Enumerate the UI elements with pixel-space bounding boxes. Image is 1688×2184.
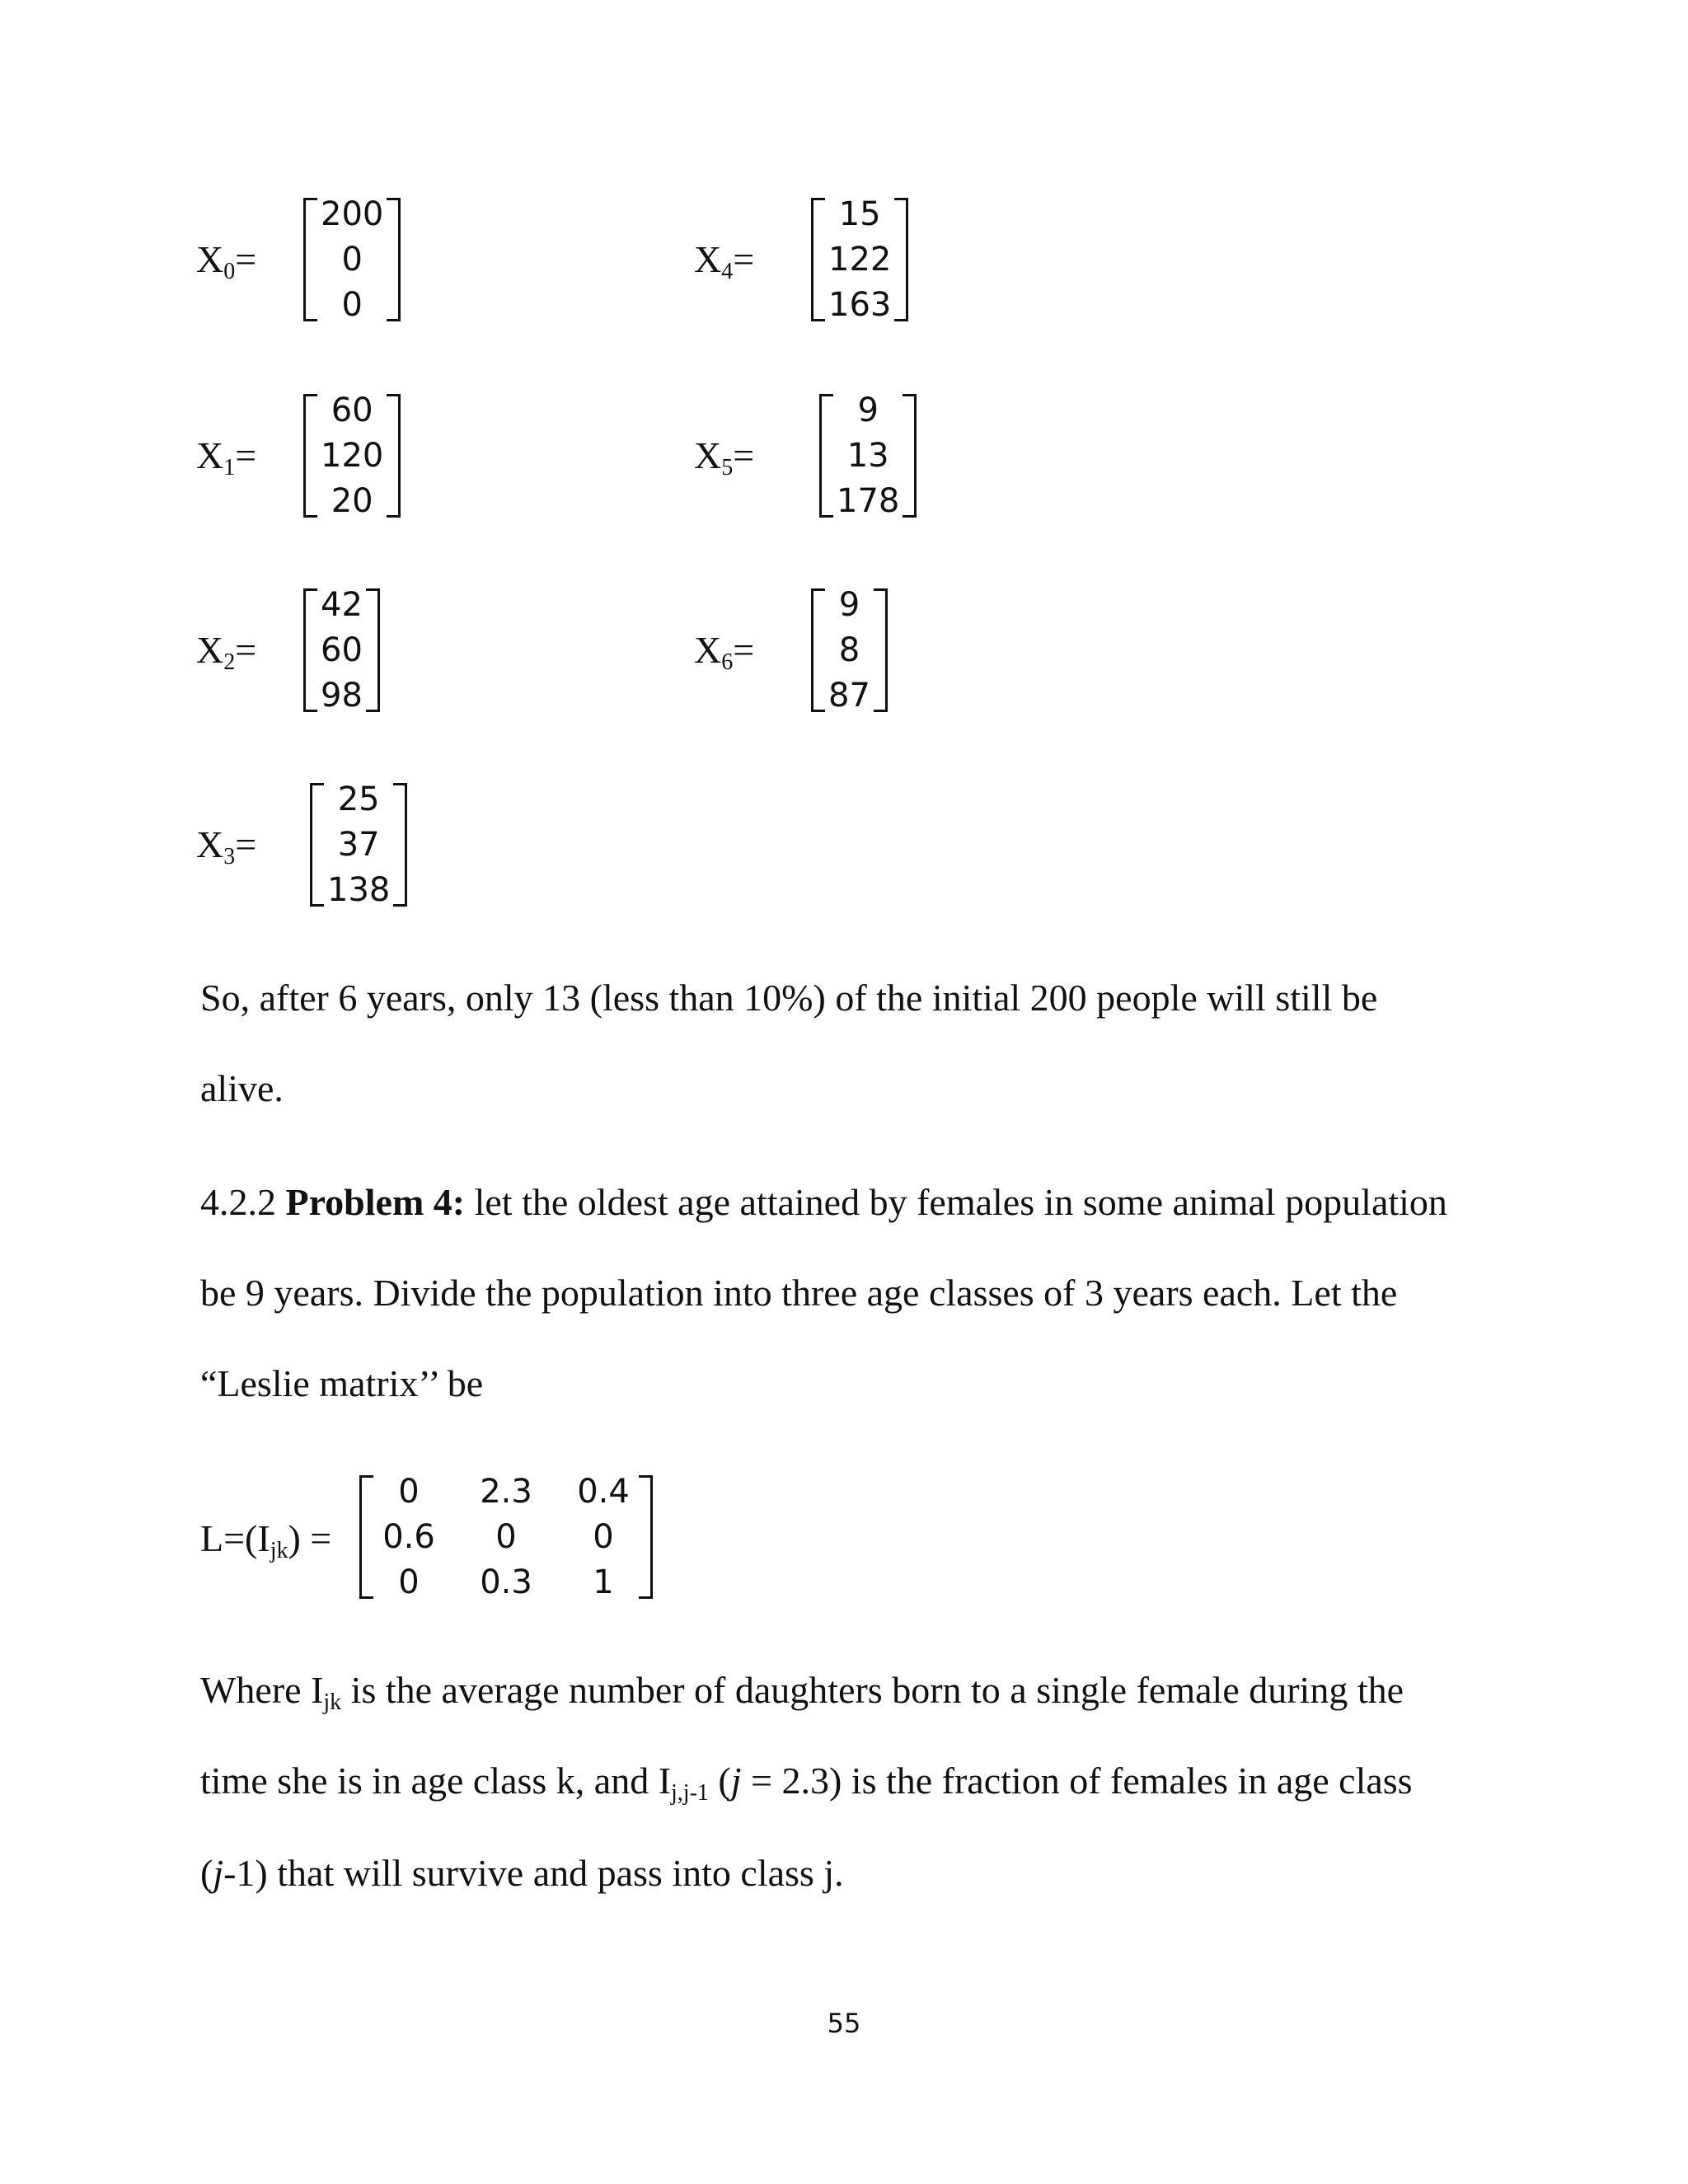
matrix-cell: 0 bbox=[593, 1517, 614, 1556]
vector-label-x5: $X_5=$ bbox=[694, 434, 755, 480]
vector-x3-value: 25 bbox=[337, 780, 380, 818]
vector-x0-value: 200 bbox=[321, 194, 384, 233]
vector-x4 bbox=[811, 194, 908, 324]
matrix-cell: 0 bbox=[495, 1517, 517, 1556]
vector-label-x6: $X_6=$ bbox=[694, 629, 755, 675]
leslie-matrix bbox=[359, 1472, 653, 1601]
leslie-label: $L=(I_{jk})$ = bbox=[200, 1517, 332, 1563]
vector-x6-value: 9 bbox=[838, 585, 860, 624]
matrix-cell: 0 bbox=[398, 1472, 420, 1511]
vector-label-x3: $X_3=$ bbox=[196, 823, 257, 869]
matrix-cell: 0.3 bbox=[480, 1563, 532, 1601]
vector-x4-value: 15 bbox=[838, 194, 881, 233]
matrix-cell: 0.4 bbox=[577, 1472, 630, 1511]
explanation-line: (j-1) that will survive and pass into class j. bbox=[200, 1852, 844, 1894]
explanation-line: time she is in age class k, and $I_{j,j-1}$ (j = 2.3) is the fraction of females in age class bbox=[200, 1760, 1413, 1806]
vector-x2 bbox=[303, 585, 380, 715]
vector-label-x4: $X_4=$ bbox=[694, 238, 755, 284]
vector-x5 bbox=[819, 391, 917, 520]
problem-title: Problem 4: bbox=[285, 1181, 466, 1223]
vector-x1 bbox=[303, 391, 401, 520]
vector-x1-value: 20 bbox=[331, 481, 373, 520]
explanation-line: Where $I_{jk}$ is the average number of daughters born to a single female during the bbox=[200, 1669, 1404, 1715]
page-number: 55 bbox=[827, 2008, 861, 2039]
vector-x6-value: 8 bbox=[838, 630, 860, 669]
problem-heading-line bbox=[200, 1183, 1447, 1221]
matrix-cell: 0 bbox=[398, 1563, 420, 1601]
vector-label-x1: $X_1=$ bbox=[196, 434, 257, 480]
vector-x2-value: 60 bbox=[321, 630, 363, 669]
vector-x1-value: 120 bbox=[321, 436, 384, 475]
vector-x3 bbox=[310, 780, 407, 909]
problem-text-line: be 9 years. Divide the population into three age classes of 3 years each. Let the bbox=[200, 1272, 1398, 1314]
vector-x5-value: 13 bbox=[846, 436, 889, 475]
vector-label-x0: $X_0=$ bbox=[196, 238, 257, 284]
vector-x5-value: 178 bbox=[837, 481, 900, 520]
vector-x1-value: 60 bbox=[331, 391, 373, 429]
vector-x0-value: 0 bbox=[341, 285, 363, 324]
vector-x2-value: 42 bbox=[321, 585, 363, 624]
conclusion-line: So, after 6 years, only 13 (less than 10%) of the initial 200 people will still be bbox=[200, 977, 1378, 1019]
section-number: 4.2.2 bbox=[200, 1181, 286, 1223]
conclusion-line: alive. bbox=[200, 1067, 284, 1109]
vector-label-x2: $X_2=$ bbox=[196, 629, 257, 675]
vector-x0-value: 0 bbox=[341, 240, 363, 279]
matrix-cell: 1 bbox=[593, 1563, 614, 1601]
vector-x4-value: 163 bbox=[828, 285, 892, 324]
problem-text-line: “Leslie matrix’’ be bbox=[200, 1362, 484, 1404]
vector-x2-value: 98 bbox=[321, 676, 363, 715]
vector-x5-value: 9 bbox=[857, 391, 879, 429]
matrix-cell: 2.3 bbox=[480, 1472, 532, 1511]
vector-x0 bbox=[303, 194, 401, 324]
vector-x6-value: 87 bbox=[828, 676, 870, 715]
vector-x3-value: 37 bbox=[337, 825, 380, 864]
problem-text: let the oldest age attained by females in some animal population bbox=[465, 1181, 1447, 1223]
vector-x4-value: 122 bbox=[828, 240, 892, 279]
matrix-cell: 0.6 bbox=[382, 1517, 435, 1556]
vector-x3-value: 138 bbox=[327, 870, 391, 909]
vector-x6 bbox=[811, 585, 888, 715]
